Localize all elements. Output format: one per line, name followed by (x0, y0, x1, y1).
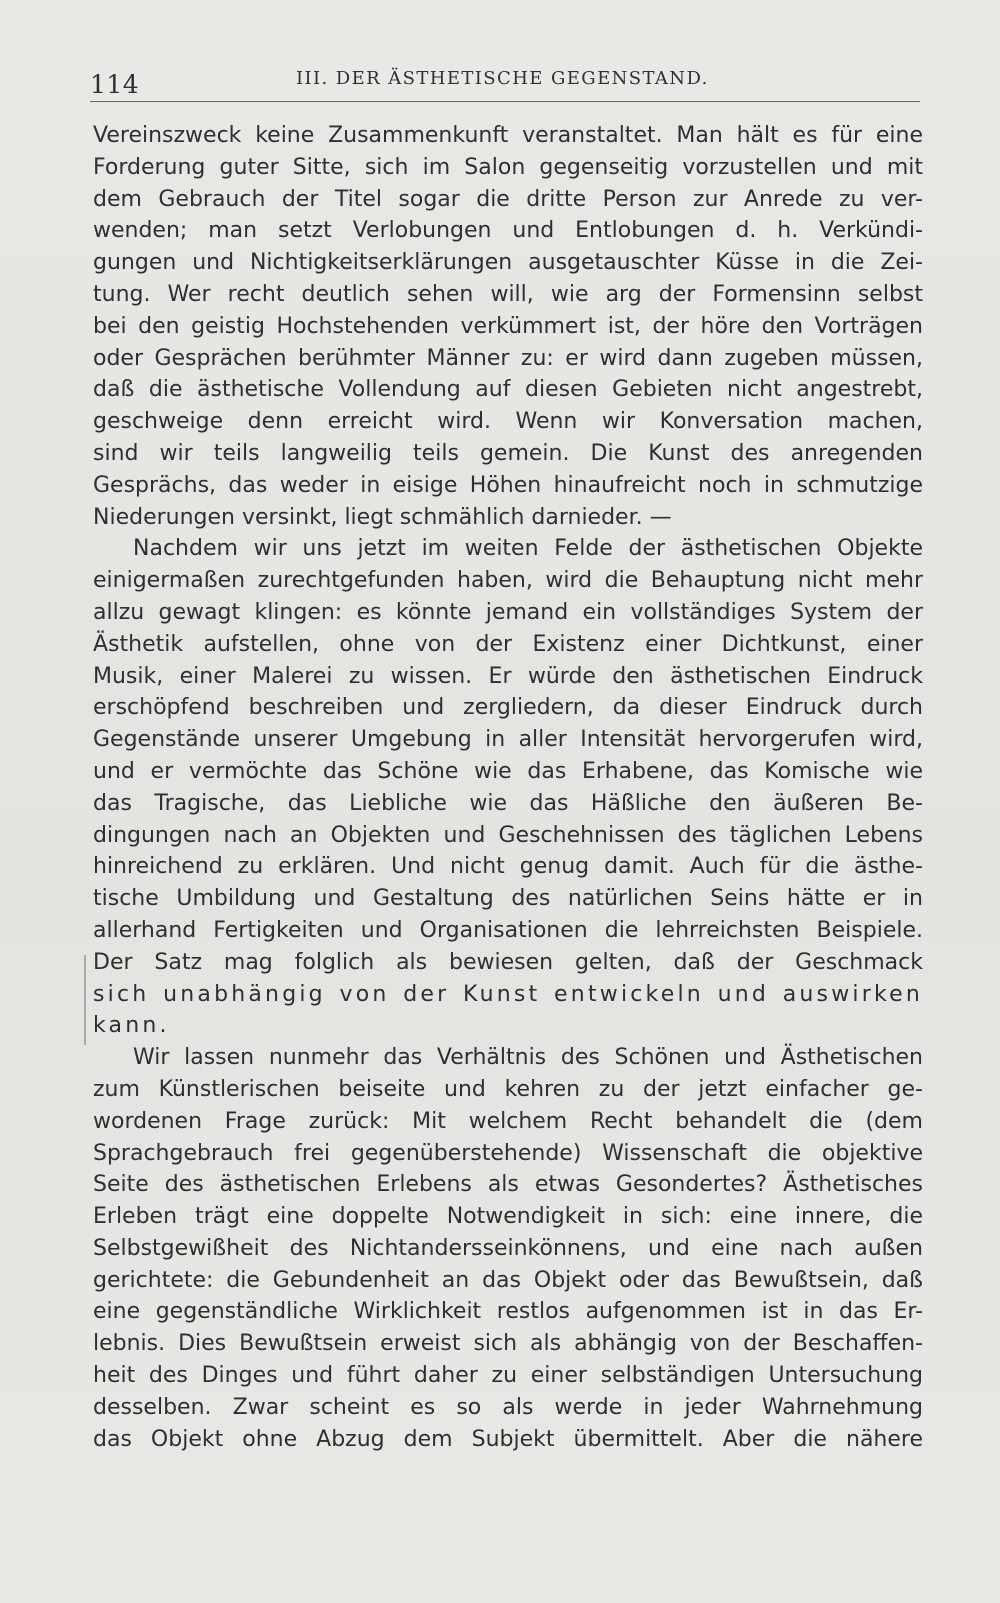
paragraph-first-line: Wir lassen nunmehr das Verhältnis des Schönen und Ästhetischen (133, 1045, 923, 1071)
text-line: Erleben trägt eine doppelte Notwendigkeit in sich: eine innere, die (93, 1204, 923, 1230)
text-line: Gegenstände unserer Umgebung in aller Intensität hervorgerufen wird, (93, 727, 923, 753)
text-line: wenden; man setzt Verlobungen und Entlobungen d. h. Verkündi- (93, 218, 923, 244)
text-line: tung. Wer recht deutlich sehen will, wie arg der Formensinn selbst (93, 281, 923, 307)
text-line: Selbstgewißheit des Nichtandersseinkönnens, und eine nach außen (93, 1235, 923, 1261)
emphasis-line: Der Satz mag folglich als bewiesen gelten, daß der Geschmack (93, 949, 923, 975)
text-line: Musik, einer Malerei zu wissen. Er würde den ästhetischen Eindruck (93, 663, 923, 689)
text-line: tische Umbildung und Gestaltung des natürlichen Seins hätte er in (93, 886, 923, 912)
text-line: einigermaßen zurechtgefunden haben, wird die Behauptung nicht mehr (93, 568, 923, 594)
text-line: Sprachgebrauch frei gegenüberstehende) Wissenschaft die objektive (93, 1140, 923, 1166)
text-line: oder Gesprächen berühmter Männer zu: er wird dann zugeben müssen, (93, 345, 923, 371)
text-line: Forderung guter Sitte, sich im Salon gegenseitig vorzustellen und mit (93, 154, 923, 180)
text-line: Gesprächs, das weder in eisige Höhen hinaufreicht noch in schmutzige (93, 472, 923, 498)
spaced-emphasis-line: kann. (93, 1013, 170, 1039)
text-line: wordenen Frage zurück: Mit welchem Recht behandelt die (dem (93, 1108, 923, 1134)
text-line: erschöpfend beschreiben und zergliedern, da dieser Eindruck durch (93, 695, 923, 721)
margin-pencil-mark (84, 955, 86, 1045)
running-title: III. DER ÄSTHETISCHE GEGENSTAND. (296, 68, 709, 89)
body-text (93, 120, 923, 1455)
text-line: Niederungen versinkt, liegt schmählich darnieder. — (93, 504, 672, 530)
text-line: eine gegenständliche Wirklichkeit restlos aufgenommen ist in das Er- (93, 1299, 923, 1325)
text-line: gungen und Nichtigkeitserklärungen ausgetauschter Küsse in die Zei- (93, 250, 923, 276)
text-line: bei den geistig Hochstehenden verkümmert ist, der höre den Vorträgen (93, 313, 923, 339)
text-line: daß die ästhetische Vollendung auf diesen Gebieten nicht angestrebt, (93, 377, 923, 403)
text-line: zum Künstlerischen beiseite und kehren zu der jetzt einfacher ge- (93, 1076, 923, 1102)
text-line: das Objekt ohne Abzug dem Subjekt übermittelt. Aber die nähere (93, 1426, 923, 1452)
text-line: Seite des ästhetischen Erlebens als etwas Gesondertes? Ästhetisches (93, 1172, 923, 1198)
text-line: das Tragische, das Liebliche wie das Häßliche den äußeren Be- (93, 790, 923, 816)
text-line: dingungen nach an Objekten und Geschehnissen des täglichen Lebens (93, 822, 923, 848)
text-line: Ästhetik aufstellen, ohne von der Existenz einer Dichtkunst, einer (93, 631, 923, 657)
text-line: desselben. Zwar scheint es so als werde in jeder Wahrnehmung (93, 1394, 923, 1420)
page-header (90, 62, 920, 102)
text-line: hinreichend zu erklären. Und nicht genug damit. Auch für die ästhe- (93, 854, 923, 880)
text-line: heit des Dinges und führt daher zu einer selbständigen Untersuchung (93, 1363, 923, 1389)
text-line: allerhand Fertigkeiten und Organisationen die lehrreichsten Beispiele. (93, 917, 923, 943)
text-line: und er vermöchte das Schöne wie das Erhabene, das Komische wie (93, 758, 923, 784)
text-line: dem Gebrauch der Titel sogar die dritte Person zur Anrede zu ver- (93, 186, 923, 212)
spaced-emphasis-line: sich unabhängig von der Kunst entwickeln und auswirken (93, 981, 923, 1007)
page-number: 114 (90, 70, 140, 99)
paragraph-first-line: Nachdem wir uns jetzt im weiten Felde der ästhetischen Objekte (133, 536, 923, 562)
text-line: lebnis. Dies Bewußtsein erweist sich als abhängig von der Beschaffen- (93, 1331, 923, 1357)
text-line: geschweige denn erreicht wird. Wenn wir Konversation machen, (93, 409, 923, 435)
text-line: Vereinszweck keine Zusammenkunft veranstaltet. Man hält es für eine (93, 123, 923, 148)
text-line: sind wir teils langweilig teils gemein. Die Kunst des anregenden (93, 440, 923, 466)
text-line: gerichtete: die Gebundenheit an das Objekt oder das Bewußtsein, daß (93, 1267, 923, 1293)
text-line: allzu gewagt klingen: es könnte jemand ein vollständiges System der (93, 599, 923, 625)
